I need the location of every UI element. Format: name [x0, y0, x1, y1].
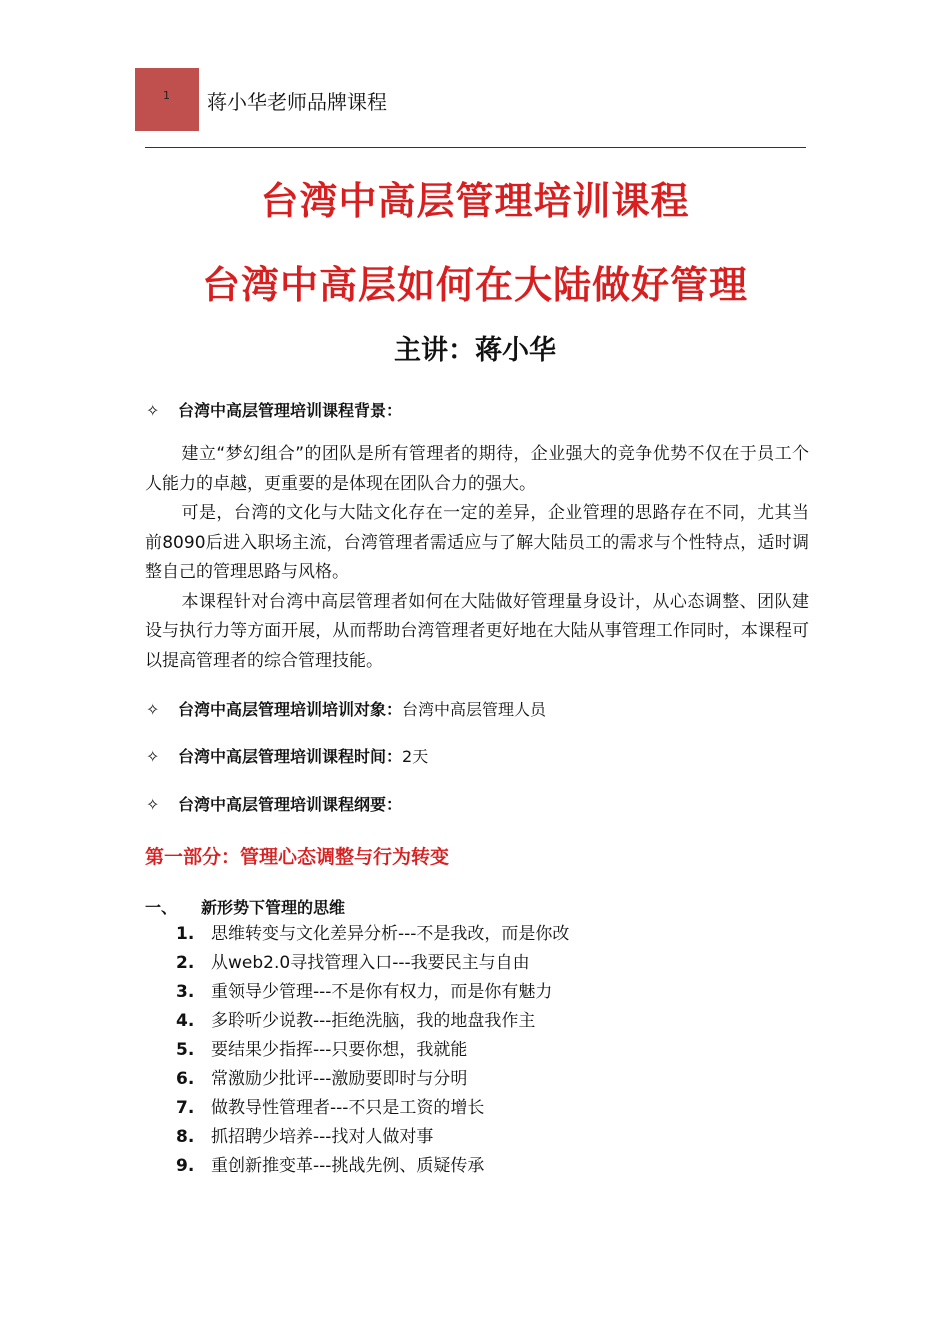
list-item	[176, 1123, 569, 1152]
list-item-number: 5.	[176, 1040, 195, 1060]
page-number: 1	[163, 89, 170, 102]
section1-list	[176, 920, 569, 1181]
list-item	[176, 978, 569, 1007]
background-paragraph-2: 可是，台湾的文化与大陆文化存在一定的差异，企业管理的思路存在不同，尤其当前8090后进入职场主流，台湾管理者需适应与了解大陆员工的需求与个性特点，适时调整自己的管理思路与风格。	[145, 503, 809, 582]
section1-title: 新形势下管理的思维	[201, 898, 346, 917]
header-title: 蒋小华老师品牌课程	[207, 90, 387, 114]
list-item-text: 抓招聘少培养---找对人做对事	[211, 1127, 434, 1147]
section1-number: 一、	[145, 898, 178, 917]
list-item	[176, 1065, 569, 1094]
outline-label: 台湾中高层管理培训课程纲要：	[178, 795, 403, 814]
list-item-number: 9.	[176, 1156, 195, 1176]
background-label: 台湾中高层管理培训课程背景：	[178, 401, 403, 420]
main-title: 台湾中高层管理培训课程	[260, 179, 690, 223]
list-item-text: 多聆听少说教---拒绝洗脑，我的地盘我作主	[211, 1011, 536, 1031]
duration-value: 2天	[402, 747, 429, 766]
audience-label: 台湾中高层管理培训培训对象：	[178, 700, 403, 719]
part1-heading: 第一部分：管理心态调整与行为转变	[145, 846, 450, 868]
page-number-badge	[135, 68, 199, 131]
duration-line	[146, 744, 428, 767]
list-item-number: 3.	[176, 982, 195, 1002]
background-text	[145, 440, 809, 676]
list-item-text: 重领导少管理---不是你有权力，而是你有魅力	[211, 982, 553, 1002]
list-item-text: 从web2.0寻找管理入口---我要民主与自由	[211, 953, 530, 973]
section1-heading	[145, 895, 345, 918]
diamond-bullet-icon: ✧	[146, 747, 160, 766]
list-item	[176, 1036, 569, 1065]
diamond-bullet-icon: ✧	[146, 795, 160, 814]
list-item	[176, 1007, 569, 1036]
list-item-text: 做教导性管理者---不只是工资的增长	[211, 1098, 485, 1118]
list-item-number: 6.	[176, 1069, 195, 1089]
list-item-number: 2.	[176, 953, 195, 973]
outline-heading	[146, 792, 402, 815]
sub-title: 台湾中高层如何在大陆做好管理	[201, 263, 748, 307]
audience-value: 台湾中高层管理人员	[402, 700, 547, 719]
list-item	[176, 920, 569, 949]
list-item-number: 1.	[176, 924, 195, 944]
diamond-bullet-icon: ✧	[146, 401, 160, 420]
list-item-text: 要结果少指挥---只要你想，我就能	[211, 1040, 468, 1060]
list-item-number: 7.	[176, 1098, 195, 1118]
background-heading	[146, 398, 402, 421]
list-item-number: 4.	[176, 1011, 195, 1031]
duration-label: 台湾中高层管理培训课程时间：	[178, 747, 403, 766]
list-item	[176, 1152, 569, 1181]
list-item-text: 重创新推变革---挑战先例、质疑传承	[211, 1156, 485, 1176]
list-item-number: 8.	[176, 1127, 195, 1147]
header-divider	[145, 147, 806, 148]
diamond-bullet-icon: ✧	[146, 700, 160, 719]
list-item-text: 思维转变与文化差异分析---不是我改，而是你改	[211, 924, 570, 944]
background-paragraph-3: 本课程针对台湾中高层管理者如何在大陆做好管理量身设计，从心态调整、团队建设与执行力等方面开展，从而帮助台湾管理者更好地在大陆从事管理工作同时，本课程可以提高管理者的综合管理技能。	[145, 591, 809, 671]
audience-line	[146, 697, 546, 720]
list-item-text: 常激励少批评---激励要即时与分明	[211, 1069, 468, 1089]
lecturer: 主讲：蒋小华	[394, 335, 556, 366]
list-item	[176, 1094, 569, 1123]
list-item	[176, 949, 569, 978]
background-paragraph-1: 建立“梦幻组合”的团队是所有管理者的期待，企业强大的竞争优势不仅在于员工个人能力的卓越，更重要的是体现在团队合力的强大。	[145, 444, 809, 494]
